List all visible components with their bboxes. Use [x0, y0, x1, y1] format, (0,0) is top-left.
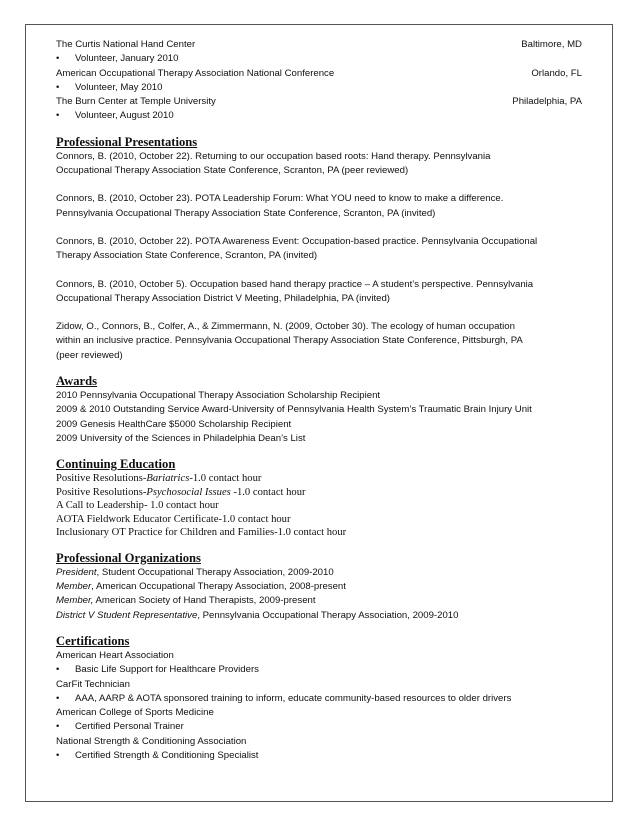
certification-item	[56, 720, 582, 734]
experience-role	[56, 109, 582, 123]
organization-detail: , Student Occupational Therapy Association, 2009-2010	[96, 566, 334, 578]
resume-page	[56, 38, 582, 763]
presentation-item	[56, 320, 582, 363]
course-item	[56, 486, 582, 500]
presentations-list	[56, 150, 582, 363]
continuing-education-heading: Continuing Education	[56, 457, 176, 472]
organization-detail: , American Occupational Therapy Association, 2008-present	[91, 581, 346, 593]
bullet-icon: •	[56, 664, 60, 676]
certifying-org: American College of Sports Medicine	[56, 707, 214, 719]
experience-location: Orlando, FL	[531, 67, 582, 79]
certification-name: Basic Life Support for Healthcare Providers	[75, 664, 259, 676]
certifying-org: CarFit Technician	[56, 678, 130, 690]
course-hours: -1.0 contact hour	[189, 473, 262, 485]
course-item	[56, 526, 582, 540]
organization-role: Member,	[56, 595, 94, 607]
bullet-icon: •	[56, 81, 60, 93]
bullet-icon: •	[56, 53, 60, 65]
organization-item	[56, 580, 582, 594]
certification-name: Certified Personal Trainer	[75, 721, 184, 733]
citation-line: Occupational Therapy Association State Conference, Scranton, PA (peer reviewed)	[56, 165, 409, 177]
experience-role	[56, 52, 582, 66]
course-hours: -1.0 contact hour	[230, 486, 306, 498]
presentations-heading: Professional Presentations	[56, 134, 198, 149]
experience-org: The Curtis National Hand Center	[56, 39, 196, 50]
course-topic: Psychosocial Issues	[146, 486, 231, 498]
presentation-item	[56, 150, 582, 179]
experience-section	[56, 38, 582, 124]
citation-line: Connors, B. (2010, October 22). Returning to our occupation based roots: Hand therapy. Pennsylvania	[56, 150, 491, 162]
organization-detail: , Pennsylvania Occupational Therapy Association, 2009-2010	[197, 609, 459, 621]
experience-entry	[56, 38, 582, 52]
certification-name: Certified Strength & Conditioning Specialist	[75, 750, 259, 761]
certifications-list	[56, 649, 582, 763]
course-name: A Call to Leadership- 1.0 contact hour	[56, 500, 219, 512]
award-item: 2010 Pennsylvania Occupational Therapy Association Scholarship Recipient	[56, 390, 381, 402]
certifying-org: National Strength & Conditioning Association	[56, 735, 247, 747]
experience-org: The Burn Center at Temple University	[56, 96, 216, 108]
organizations-list	[56, 566, 582, 623]
organization-role: President	[56, 566, 97, 578]
bullet-icon: •	[56, 721, 60, 733]
citation-line: Pennsylvania Occupational Therapy Association State Conference, Scranton, PA (invited)	[56, 207, 436, 219]
experience-role	[56, 81, 582, 95]
organization-item	[56, 566, 582, 580]
organization-item	[56, 594, 582, 608]
experience-entry	[56, 95, 582, 109]
organizations-heading: Professional Organizations	[56, 550, 201, 565]
experience-entry	[56, 67, 582, 81]
citation-line: within an inclusive practice. Pennsylvania Occupational Therapy Association State Conference, Pittsburgh, PA	[56, 335, 523, 347]
awards-list	[56, 389, 582, 446]
organization-role: Member	[56, 581, 92, 593]
award-item: 2009 Genesis HealthCare $5000 Scholarship Recipient	[56, 418, 292, 430]
citation-line: Connors, B. (2010, October 22). POTA Awareness Event: Occupation-based practice. Pennsylvania Occupational	[56, 235, 538, 247]
certification-name: AAA, AARP & AOTA sponsored training to inform, educate community-based resources to older drivers	[75, 692, 512, 704]
presentation-item	[56, 278, 582, 307]
experience-role-text: Volunteer, May 2010	[75, 81, 163, 93]
course-name: Positive Resolutions-	[56, 486, 147, 498]
citation-line: Connors, B. (2010, October 23). POTA Leadership Forum: What YOU need to know to make a difference.	[56, 193, 504, 205]
course-name: AOTA Fieldwork Educator Certificate-1.0 contact hour	[56, 513, 291, 525]
presentation-item	[56, 235, 582, 264]
organization-detail: American Society of Hand Therapists, 2009-present	[93, 595, 316, 607]
citation-line: Connors, B. (2010, October 5). Occupation based hand therapy practice – A student’s perspective. Pennsylvania	[56, 278, 534, 290]
award-item: 2009 University of the Sciences in Philadelphia Dean’s List	[56, 432, 306, 444]
organization-role: District V Student Representative	[56, 609, 198, 621]
citation-line: Zidow, O., Connors, B., Colfer, A., & Zimmermann, N. (2009, October 30). The ecology of human occupation	[56, 321, 515, 333]
continuing-education-list	[56, 472, 582, 540]
citation-line: Therapy Association State Conference, Scranton, PA (invited)	[56, 250, 318, 262]
experience-location: Baltimore, MD	[521, 39, 582, 50]
course-name: Positive Resolutions-	[56, 473, 147, 485]
experience-role-text: Volunteer, August 2010	[75, 110, 174, 122]
organization-item	[56, 609, 582, 623]
award-item: 2009 & 2010 Outstanding Service Award-University of Pennsylvania Health System’s Traumatic Brain Injury Unit	[56, 404, 532, 416]
presentation-item	[56, 192, 582, 221]
bullet-icon: •	[56, 110, 60, 122]
course-item	[56, 499, 582, 513]
certifying-org: American Heart Association	[56, 649, 174, 661]
certifications-heading: Certifications	[56, 633, 130, 648]
course-topic: Bariatrics	[146, 473, 190, 485]
experience-location: Philadelphia, PA	[512, 96, 582, 108]
experience-role-text: Volunteer, January 2010	[75, 53, 179, 65]
bullet-icon: •	[56, 692, 60, 704]
awards-heading: Awards	[56, 374, 98, 389]
certification-item	[56, 749, 582, 763]
citation-line: (peer reviewed)	[56, 349, 123, 361]
course-item	[56, 513, 582, 527]
course-item	[56, 472, 582, 486]
bullet-icon: •	[56, 750, 60, 761]
experience-org: American Occupational Therapy Association National Conference	[56, 67, 335, 79]
certification-item	[56, 663, 582, 677]
certification-item	[56, 692, 582, 706]
course-name: Inclusionary OT Practice for Children and Families-1.0 contact hour	[56, 527, 347, 539]
citation-line: Occupational Therapy Association District V Meeting, Philadelphia, PA (invited)	[56, 292, 390, 304]
